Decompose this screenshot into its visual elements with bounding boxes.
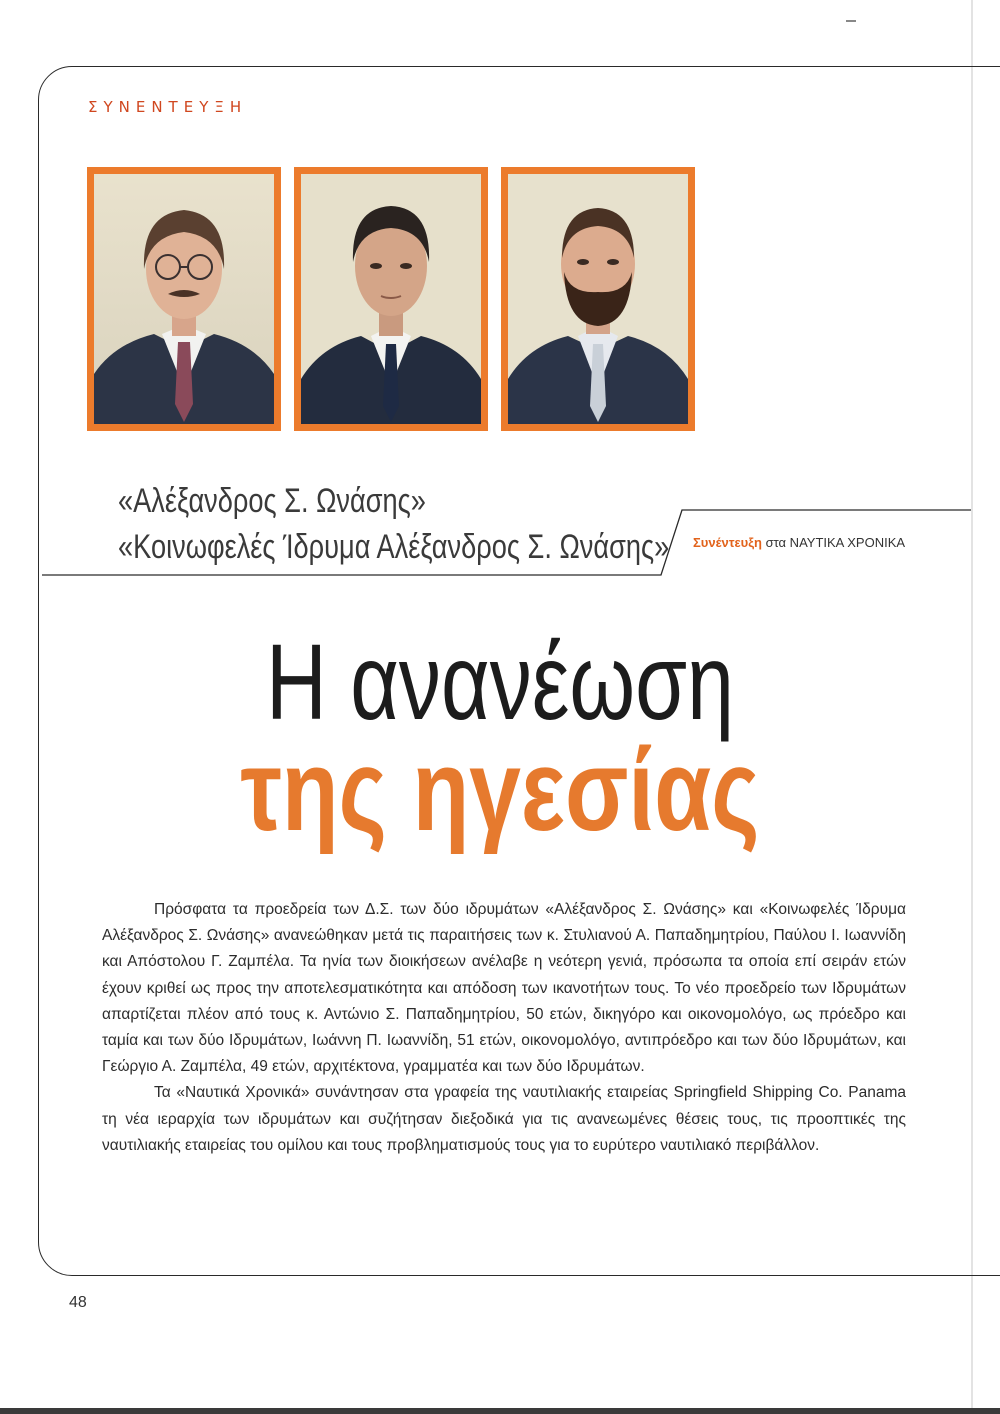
body-paragraph-2: Τα «Ναυτικά Χρονικά» συνάντησαν στα γραφεία της ναυτιλιακής εταιρείας Springfield Shipping Co. Panama τη νέα ιεραρχία των ιδρυμάτων και συζήτησαν διεξοδικά για τις ανανεωμένες θέσεις τους, τις προοπτικές της ναυτιλιακής εταιρείας του ομίλου και τους προβληματισμούς τους για το ευρύτερο ναυτιλιακό περιβάλλον.: [102, 1084, 906, 1154]
byline: [693, 535, 905, 550]
byline-source: στα ΝΑΥΤΙΚΑ ΧΡΟΝΙΚΑ: [761, 535, 906, 550]
section-label: ΣΥΝΕΝΤΕΥΞΗ: [88, 98, 248, 116]
foundation-name-2: «Κοινωφελές Ίδρυμα Αλέξανδρος Σ. Ωνάσης»: [118, 528, 670, 566]
body-paragraph-1: Πρόσφατα τα προεδρεία των Δ.Σ. των δύο ιδρυμάτων «Αλέξανδρος Σ. Ωνάσης» και «Κοινωφελές Ίδρυμα Αλέξανδρος Σ. Ωνάσης» ανανεώθηκαν μετά τις παραιτήσεις των κ. Στυλιανού Α. Παπαδημητρίου, Παύλου Ι. Ιωαννίδη και Απόστολου Γ. Ζαμπέλα. Τα ηνία των διοικήσεων ανέλαβε η νεότερη γενιά, πρόσωπα τα οποία επί σειράν ετών έχουν κριθεί ως προς την αποτελεσματικότητα και απόδοση των ικανοτήτων τους. Το νέο προεδρείο των Ιδρυμάτων απαρτίζεται πλέον από τους κ. Αντώνιο Σ. Παπαδημητρίου, 50 ετών, δικηγόρο και οικονομολόγο, ως πρόεδρο και ταμία και των δύο Ιδρυμάτων, Ιωάννη Π. Ιωαννίδη, 51 ετών, οικονομολόγο, αντιπρόεδρο και των δύο Ιδρυμάτων, και Γεώργιο Α. Ζαμπέλα, 49 ετών, αρχιτέκτονα, γραμματέα και των δύο Ιδρυμάτων.: [102, 901, 906, 1076]
headline-line-1: Η ανανέωση: [265, 621, 735, 742]
foundation-name-1: «Αλέξανδρος Σ. Ωνάσης»: [118, 482, 426, 520]
page-number: 48: [69, 1294, 87, 1311]
scan-bottom-edge: [0, 1408, 1000, 1414]
headline-line-2: της ηγεσίας: [240, 725, 760, 855]
interview-subjects: [118, 478, 807, 570]
article-body: [102, 897, 906, 1159]
byline-highlight: Συνέντευξη: [693, 535, 762, 550]
